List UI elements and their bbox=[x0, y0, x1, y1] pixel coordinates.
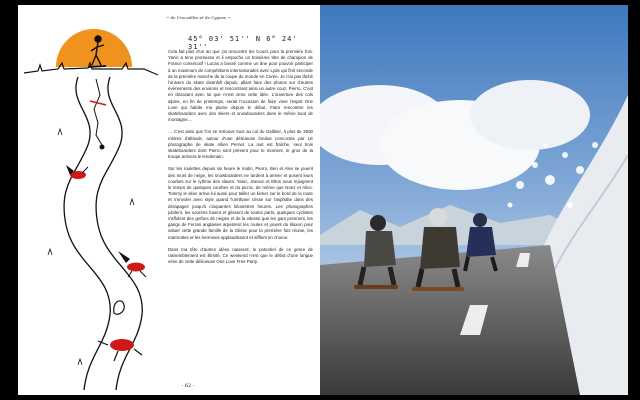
page-number: - 62 - bbox=[181, 383, 195, 389]
photo-downhill-skaters bbox=[320, 5, 628, 395]
illustration-skater-animals bbox=[18, 5, 168, 395]
paragraph-3: Sur les roulettes depuis six heure le matin, Pierro, Ben et Alex se jouent des murs de neige, les snowboarders ne tardent à arriver et posent leurs courbes sur le rythme des slaves. Yanic, Janson et Eltos nous rejoignent le temps de quelques courbes et du picnic, de même que Nonz et Alice. Tommy le skier arrive lui aussi pour tailler un kicker sur le bord de la route et s'envoler avec style quand l'urethane crisse sur l'asphalte dans des dérapages jusqu'à cinquantes kilomètres heures. Les photographes jubilent, les sourires fusent et glissent de toutes parts, quelques cyclistes s'affolent des gerbes de neiges et de la vitesse que les gars prennent, les gangs de Ferrari anglaises arpentent les routes et jouent du klaxon pour saluer cette grande famille de la Glisse pour la première fois réunie, les marmottes et les hermines applaudissent et sifflent en choeur. bbox=[168, 166, 313, 240]
skater-reflection-icon bbox=[90, 79, 106, 149]
gps-coordinates: 45° 03' 51'' N 6° 24' 31'' bbox=[188, 35, 298, 51]
article-body bbox=[168, 49, 313, 272]
paragraph-2: … C'est ainsi que l'on se retrouve tous au col du Galibier, à plus de 2600 mètres d'altitude, autour d'une délicieuse fondue concoctée par LE photographe de skate Allien Pernet. La nuit est fraîche, seul trois skateboarders dont Pierro sont présent pour le moment, le gros de la troupe arrivera le lendemain. bbox=[168, 129, 313, 160]
creature-2-icon bbox=[118, 251, 146, 277]
paragraph-1: Cela fait plus d'un an que j'ai rencontré les Couzs pour la première fois. Yanic a tenu promesse et il empoche un troisième titre de champion de France consécutif ! Lucas a bossé comme un âne pour pouvoir participer à un maximum de compétitions internationales avec Lyde qui finit seconde de la première manche de la coupe du monde en Corée. Je n'ai pas lâché l'univers du skate downhill depuis, allant faire des photos sur d'autres événements des environs et rencontrant ainsi un autre couz, Pierro. C'est en discutant avec lui que m'est venu cette idée. L'ouverture des cols alpins, en fin de printemps, serait l'occasion de faire vivre l'esprit One Love qui habite ma plume depuis le début. Faire rencontrer les skateboarders avec des skiers et snowboarders dans le même bout de montagne… bbox=[168, 49, 313, 123]
right-page-photo bbox=[320, 5, 628, 395]
paragraph-4: Dans ma tête d'autres idées naissent, le potentiel de ce genre de rassemblement est illimité. Ce weekend n'est que le début d'une longue série de cette délicieuse One Love Free Party. bbox=[168, 246, 313, 265]
left-page bbox=[18, 5, 320, 395]
cloud bbox=[470, 80, 590, 150]
creature-3-icon bbox=[98, 301, 142, 361]
magazine-spread bbox=[18, 5, 628, 395]
grass-tufts bbox=[48, 129, 134, 365]
horizon-line bbox=[24, 63, 158, 75]
page-header: ~ de Crocodiles et de Cygnes ~ bbox=[166, 15, 231, 20]
